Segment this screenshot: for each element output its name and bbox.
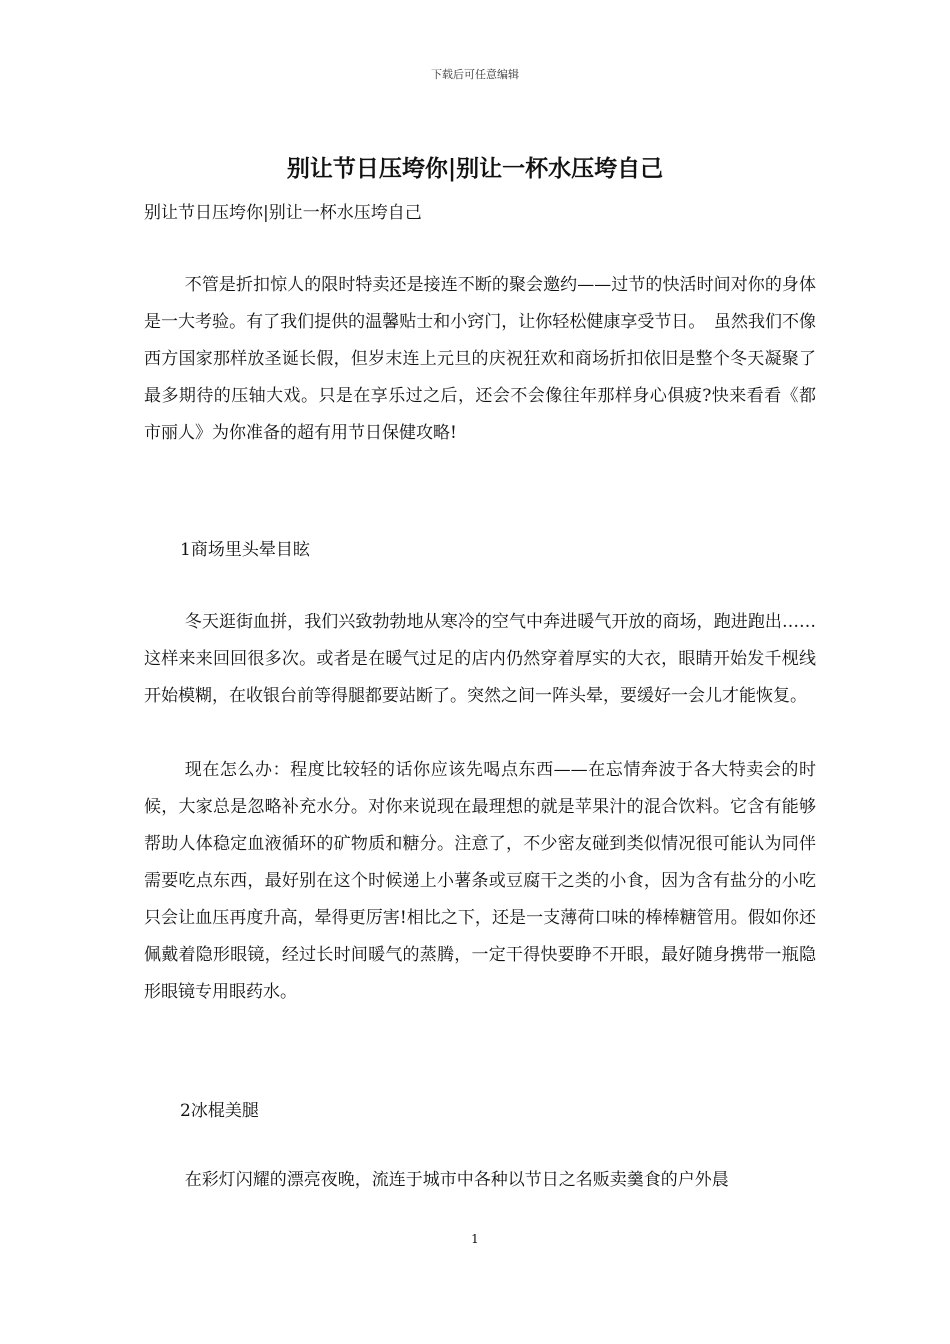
document-subtitle: 别让节日压垮你|别让一杯水压垮自己 — [144, 203, 422, 223]
section2-paragraph-1: 在彩灯闪耀的漂亮夜晚，流连于城市中各种以节日之名贩卖羹食的户外晨 — [184, 1170, 729, 1190]
document-title: 别让节日压垮你|别让一杯水压垮自己 — [286, 155, 664, 182]
section-heading-2: 2冰棍美腿 — [180, 1101, 259, 1121]
page-number: 1 — [471, 1232, 479, 1246]
section1-paragraph-2: 现在怎么办：程度比较轻的话你应该先喝点东西——在忘情奔波于各大特卖会的时候，大家总是忽略补充水分。对你来说现在最理想的就是苹果汁的混合饮料。它含有能够帮助人体稳定血液循环的矿物质和糖分。注意了，不少密友碰到类似情况很可能认为同伴需要吃点东西，最好别在这个时候递上小薯条或豆腐干之类的小食，因为含有盐分的小吃只会让血压再度升高，晕得更厉害!相比之下，还是一支薄荷口味的棒棒糖管用。假如你还佩戴着隐形眼镜，经过长时间暖气的蒸腾，一定干得快要睁不开眼，最好随身携带一瓶隐形眼镜专用眼药水。 — [144, 760, 816, 1002]
section1-paragraph-1: 冬天逛街血拼，我们兴致勃勃地从寒冷的空气中奔进暖气开放的商场，跑进跑出……这样来来回回很多次。或者是在暖气过足的店内仍然穿着厚实的大衣，眼睛开始发千枧线开始模糊，在收银台前等得腿都要站断了。突然之间一阵头晕，要缓好一会儿才能恢复。 — [144, 612, 816, 706]
section-heading-1: 1商场里头晕目眩 — [180, 540, 310, 560]
header-note: 下载后可任意编辑 — [431, 68, 519, 81]
intro-paragraph: 不管是折扣惊人的限时特卖还是接连不断的聚会邀约——过节的快活时间对你的身体是一大考验。有了我们提供的温馨贴士和小窍门，让你轻松健康享受节日。 虽然我们不像西方国家那样放圣诞长假，但岁末连上元旦的庆祝狂欢和商场折扣依旧是整个冬天凝聚了最多期待的压轴大戏。只是在享乐过之后，还会不会像往年那样身心俱疲?快来看看《都市丽人》为你准备的超有用节日保健攻略! — [144, 275, 816, 443]
